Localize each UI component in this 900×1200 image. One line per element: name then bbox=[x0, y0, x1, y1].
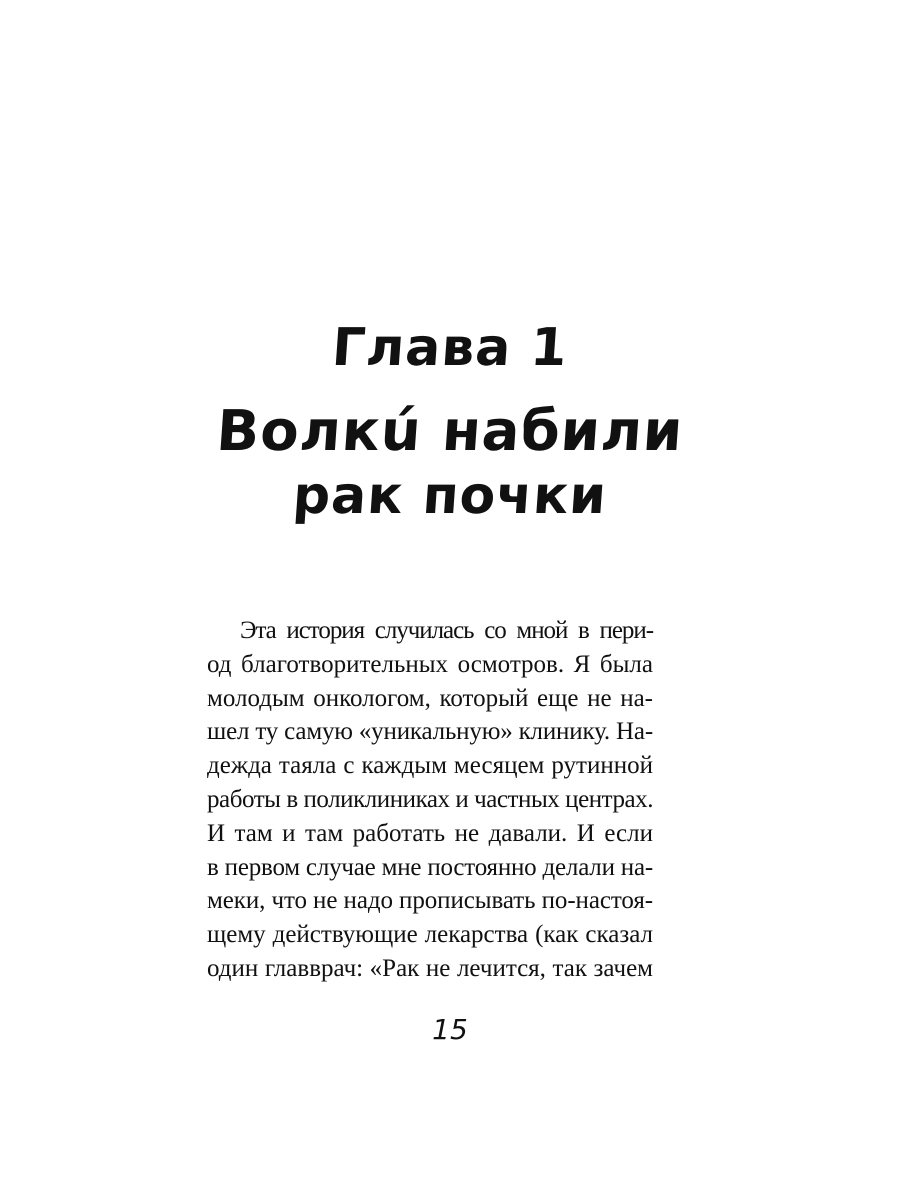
body-line: щему действующие лекарства (как сказал bbox=[207, 921, 653, 949]
chapter-title-line-2: рак почки bbox=[290, 466, 609, 526]
body-line: один главврач: «Рак не лечится, так зачем bbox=[207, 954, 653, 982]
chapter-label: Глава 1 bbox=[330, 318, 570, 378]
page-number: 15 bbox=[432, 1013, 468, 1046]
body-line: меки, что не надо прописывать по-настоя- bbox=[207, 887, 653, 915]
body-paragraph bbox=[207, 614, 653, 986]
body-line: шел ту самую «уникальную» клинику. На- bbox=[207, 718, 653, 746]
body-line: работы в поликлиниках и частных центрах. bbox=[207, 785, 653, 813]
body-line: Эта история случилась со мной в пери- bbox=[240, 617, 653, 644]
body-line: И там и там работать не давали. И если bbox=[207, 819, 653, 847]
body-line: в первом случае мне постоянно делали на- bbox=[207, 853, 653, 881]
body-line: молодым онкологом, который еще не на- bbox=[207, 684, 653, 712]
body-line: од благотворительных осмотров. Я была bbox=[207, 650, 653, 678]
body-line: дежда таяла с каждым месяцем рутинной bbox=[207, 752, 653, 780]
chapter-title-line-1: Волкú набили bbox=[214, 399, 686, 464]
